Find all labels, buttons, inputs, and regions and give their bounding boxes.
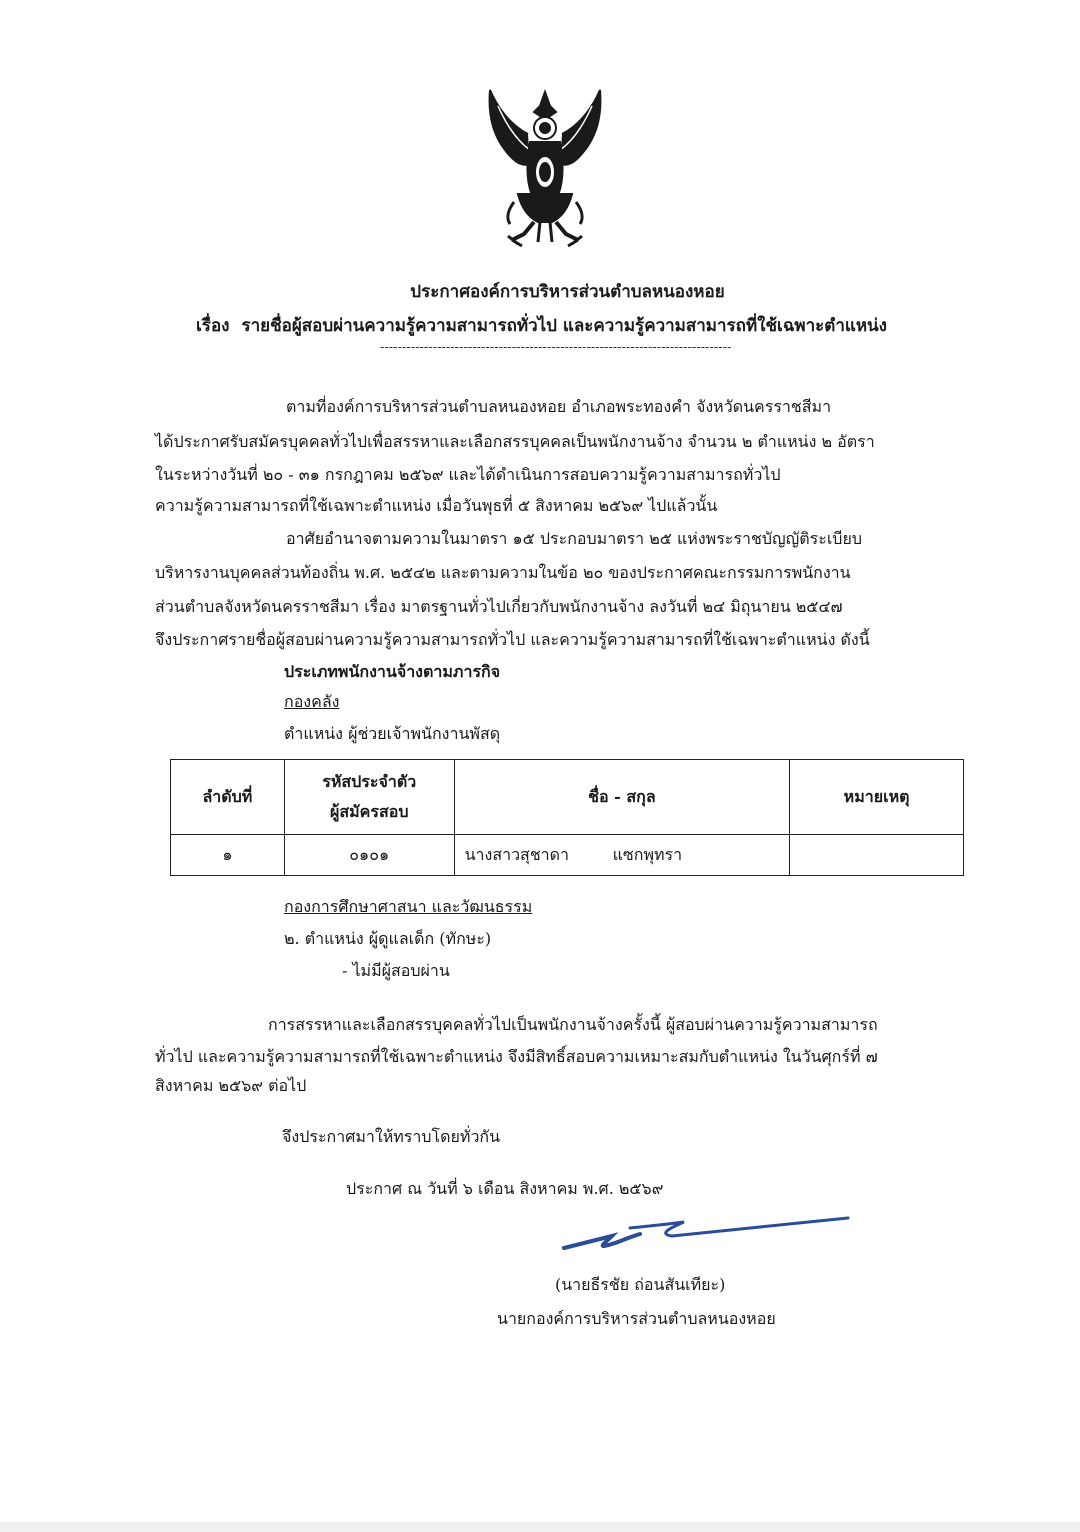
passed-candidates-table: [170, 759, 964, 876]
division-finance: กองคลัง: [284, 692, 340, 711]
position-procurement: ตำแหน่ง ผู้ช่วยเจ้าพนักงานพัสดุ: [284, 724, 501, 743]
signer-name: (นายธีรชัย ถ่อนสันเทียะ): [555, 1275, 726, 1294]
table-header-row: [171, 760, 964, 835]
garuda-emblem-icon: [478, 84, 612, 248]
title-divider: --------------------------------------------------------------------------------: [380, 340, 732, 355]
para2-line4: จึงประกาศรายชื่อผู้สอบผ่านความรู้ความสามารถทั่วไป และความรู้ความสามารถที่ใช้เฉพาะตำแหน่ง ดังนี้: [155, 630, 870, 649]
closing-line: จึงประกาศมาให้ทราบโดยทั่วกัน: [282, 1127, 501, 1146]
announcement-subject: [196, 312, 887, 339]
cell-remark: [790, 835, 964, 876]
cell-first-name: นางสาวสุชาดา: [464, 844, 570, 864]
cell-last-name: แซกพุทรา: [612, 844, 683, 864]
para3-line3: สิงหาคม ๒๕๖๙ ต่อไป: [155, 1076, 307, 1095]
header-code-line1: รหัสประจำตัว: [322, 772, 417, 791]
para1-line2: ได้ประกาศรับสมัครบุคคลทั่วไปเพื่อสรรหาและเลือกสรรบุคคลเป็นพนักงานจ้าง จำนวน ๒ ตำแหน่ง ๒ อัตรา: [155, 432, 875, 451]
signature-mark: [560, 1206, 850, 1254]
page-bottom-edge: [0, 1522, 1080, 1532]
para1-line1: ตามที่องค์การบริหารส่วนตำบลหนองหอย อำเภอพระทองคำ จังหวัดนครราชสีมา: [286, 397, 832, 416]
position-childcare: ๒. ตำแหน่ง ผู้ดูแลเด็ก (ทักษะ): [284, 929, 492, 948]
cell-code: ๐๑๐๑: [284, 835, 454, 876]
header-name: ชื่อ - สกุล: [454, 760, 790, 835]
division-education: กองการศึกษาศาสนา และวัฒนธรรม: [284, 897, 533, 916]
signer-title: นายกองค์การบริหารส่วนตำบลหนองหอย: [497, 1309, 776, 1328]
para3-line2: ทั่วไป และความรู้ความสามารถที่ใช้เฉพาะตำแหน่ง จึงมีสิทธิ์สอบความเหมาะสมกับตำแหน่ง ในวันศุกร์ที่ ๗: [155, 1047, 878, 1066]
subject-label: เรื่อง: [196, 316, 230, 336]
para3-line1: การสรรหาและเลือกสรรบุคคลทั่วไปเป็นพนักงานจ้างครั้งนี้ ผู้สอบผ่านความรู้ความสามารถ: [268, 1015, 878, 1034]
cell-name: [454, 835, 790, 876]
table-row: [171, 835, 964, 876]
para1-line4: ความรู้ความสามารถที่ใช้เฉพาะตำแหน่ง เมื่อวันพุธที่ ๕ สิงหาคม ๒๕๖๙ ไปแล้วนั้น: [155, 496, 718, 515]
para1-line3: ในระหว่างวันที่ ๒๐ - ๓๑ กรกฎาคม ๒๕๖๙ และได้ดำเนินการสอบความรู้ความสามารถทั่วไป: [155, 465, 781, 484]
header-order: ลำดับที่: [171, 760, 285, 835]
no-pass-note: - ไม่มีผู้สอบผ่าน: [342, 961, 450, 980]
announcement-date: ประกาศ ณ วันที่ ๖ เดือน สิงหาคม พ.ศ. ๒๕๖๙: [346, 1179, 664, 1198]
para2-line1: อาศัยอำนาจตามความในมาตรา ๑๕ ประกอบมาตรา ๒๕ แห่งพระราชบัญญัติระเบียบ: [286, 529, 862, 548]
employee-type-heading: ประเภทพนักงานจ้างตามภารกิจ: [284, 662, 501, 681]
header-remark: หมายเหตุ: [790, 760, 964, 835]
header-code-line2: ผู้สมัครสอบ: [329, 802, 409, 821]
cell-order: ๑: [171, 835, 285, 876]
para2-line3: ส่วนตำบลจังหวัดนครราชสีมา เรื่อง มาตรฐานทั่วไปเกี่ยวกับพนักงานจ้าง ลงวันที่ ๒๔ มิถุนายน ๒๕๔๗: [155, 597, 843, 616]
para2-line2: บริหารงานบุคคลส่วนท้องถิ่น พ.ศ. ๒๕๔๒ และตามความในข้อ ๒๐ ของประกาศคณะกรรมการพนักงาน: [155, 563, 851, 582]
header-code: [284, 760, 454, 835]
subject-text: รายชื่อผู้สอบผ่านความรู้ความสามารถทั่วไป และความรู้ความสามารถที่ใช้เฉพาะตำแหน่ง: [241, 316, 887, 336]
announcement-title: ประกาศองค์การบริหารส่วนตำบลหนองหอย: [410, 282, 725, 302]
